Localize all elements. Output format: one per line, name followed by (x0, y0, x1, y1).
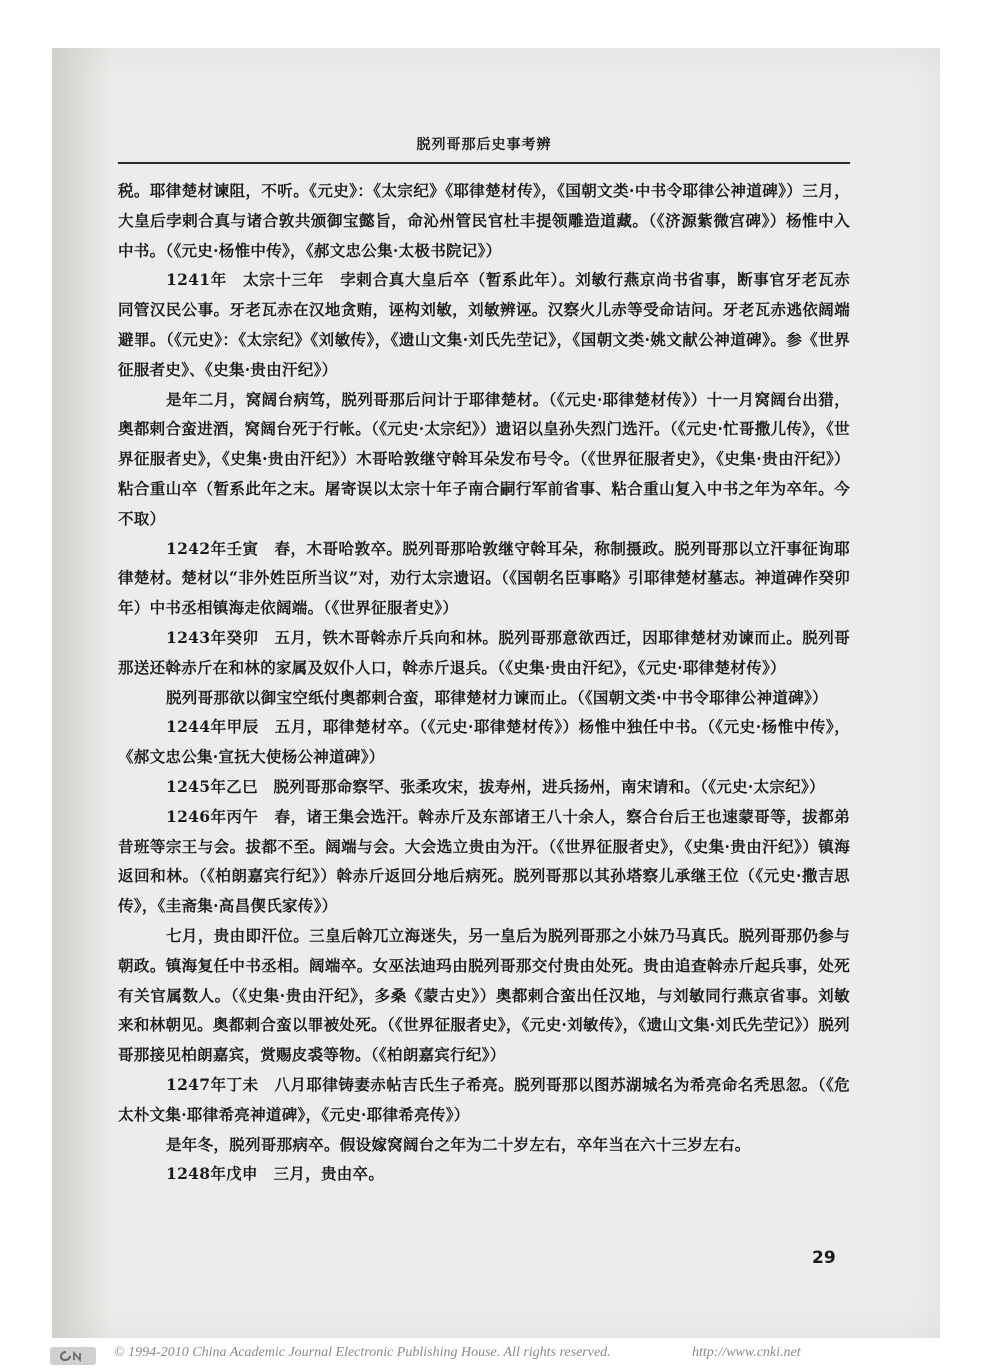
page-binding-shadow (52, 48, 112, 1338)
footer-url-link[interactable]: http://www.cnki.net (692, 1345, 801, 1360)
footer (0, 1338, 1000, 1368)
paragraph: 1241年 太宗十三年 孛剌合真大皇后卒（暂系此年）。刘敏行燕京尚书省事，断事官牙老瓦赤同管汉民公事。牙老瓦赤在汉地贪贿，诬构刘敏，刘敏辨诬。汉察火儿赤等受命诘问。牙老瓦赤逃依阔端避罪。（《元史》：《太宗纪》《刘敏传》，《遗山文集·刘氏先茔记》，《国朝文类·姚文献公神道碑》。参《世界征服者史》、《史集·贵由汗纪》） (118, 270, 850, 379)
cnki-logo-icon (50, 1346, 98, 1366)
paragraph: 1247年丁未 八月耶律铸妻赤帖吉氏生子希亮。脱列哥那以图苏湖城名为希亮命名秃思忽。（《危太朴文集·耶律希亮神道碑》，《元史·耶律希亮传》） (118, 1074, 850, 1124)
paragraph: 1246年丙午 春，诸王集会选汗。斡赤斤及东部诸王八十余人，察合台后王也速蒙哥等，拔都弟昔班等宗王与会。拔都不至。阔端与会。大会选立贵由为汗。（《世界征服者史》，《史集·贵由汗纪》）镇海返回和林。（《柏朗嘉宾行纪》）斡赤斤返回分地后病死。脱列哥那以其孙塔察儿承继王位（《元史·撒吉思传》，《圭斋集·高昌偰氏家传》） (118, 806, 850, 916)
header-title: 脱列哥那后史事考辨 (416, 137, 552, 153)
body-text (118, 176, 850, 1189)
paragraph: 1248年戊申 三月，贵由卒。 (166, 1164, 385, 1184)
paragraph: 七月，贵由即汗位。三皇后斡兀立海迷失，另一皇后为脱列哥那之小妹乃马真氏。脱列哥那仍参与朝政。镇海复任中书丞相。阔端卒。女巫法迪玛由脱列哥那交付贵由处死。贵由追查斡赤斤起兵事，处死有关官属数人。（《史集·贵由汗纪》，多桑《蒙古史》）奥都剌合蛮出任汉地，与刘敏同行燕京省事。刘敏来和林朝见。奥都剌合蛮以罪被处死。（《世界征服者史》，《元史·刘敏传》，《遗山文集·刘氏先茔记》）脱列哥那接见柏朗嘉宾，赏赐皮裘等物。（《柏朗嘉宾行纪》） (118, 925, 850, 1065)
running-header (118, 132, 850, 164)
paragraph: 是年冬，脱列哥那病卒。假设嫁窝阔台之年为二十岁左右，卒年当在六十三岁左右。 (166, 1134, 751, 1154)
page-number: 29 (812, 1248, 836, 1268)
footer-copyright: © 1994-2010 China Academic Journal Electronic Publishing House. All rights reserved. (114, 1345, 611, 1360)
paragraph: 是年二月，窝阔台病笃，脱列哥那后问计于耶律楚材。（《元史·耶律楚材传》）十一月窝阔台出猎，奥都剌合蛮进酒，窝阔台死于行帐。（《元史·太宗纪》）遗诏以皇孙失烈门选汗。（《元史·忙哥撒儿传》，《世界征服者史》，《史集·贵由汗纪》）木哥哈敦继守斡耳朵发布号令。（《世界征服者史》，《史集·贵由汗纪》）粘合重山卒（暂系此年之末。屠寄误以太宗十年子南合嗣行军前省事、粘合重山复入中书之年为卒年。今不取） (118, 389, 850, 528)
paragraph: 1243年癸卯 五月，铁木哥斡赤斤兵向和林。脱列哥那意欲西迁，因耶律楚材劝谏而止。脱列哥那送还斡赤斤在和林的家属及奴仆人口，斡赤斤退兵。（《史集·贵由汗纪》，《元史·耶律楚材传》） (118, 627, 850, 677)
paragraph: 税。耶律楚材谏阻，不听。《元史》：《太宗纪》《耶律楚材传》，《国朝文类·中书令耶律公神道碑》）三月，大皇后孛剌合真与诸合敦共颁御宝懿旨，命沁州管民官杜丰提领雕造道藏。（《济源紫微宫碑》）杨惟中入中书。（《元史·杨惟中传》，《郝文忠公集·太极书院记》） (118, 181, 850, 260)
paragraph: 1245年乙巳 脱列哥那命察罕、张柔攻宋，拔寿州，进兵扬州，南宋请和。（《元史·太宗纪》） (166, 776, 825, 796)
paragraph: 1244年甲辰 五月，耶律楚材卒。（《元史·耶律楚材传》）杨惟中独任中书。（《元史·杨惟中传》，《郝文忠公集·宣抚大使杨公神道碑》） (118, 717, 850, 767)
paragraph: 1242年壬寅 春，木哥哈敦卒。脱列哥那哈敦继守斡耳朵，称制摄政。脱列哥那以立汗事征询耶律楚材。楚材以“非外姓臣所当议”对，劝行太宗遗诏。（《国朝名臣事略》引耶律楚材墓志。神道碑作癸卯年）中书丞相镇海走依阔端。（《世界征服者史》） (118, 538, 850, 618)
paragraph: 脱列哥那欲以御宝空纸付奥都剌合蛮，耶律楚材力谏而止。（《国朝文类·中书令耶律公神道碑》） (166, 687, 828, 707)
